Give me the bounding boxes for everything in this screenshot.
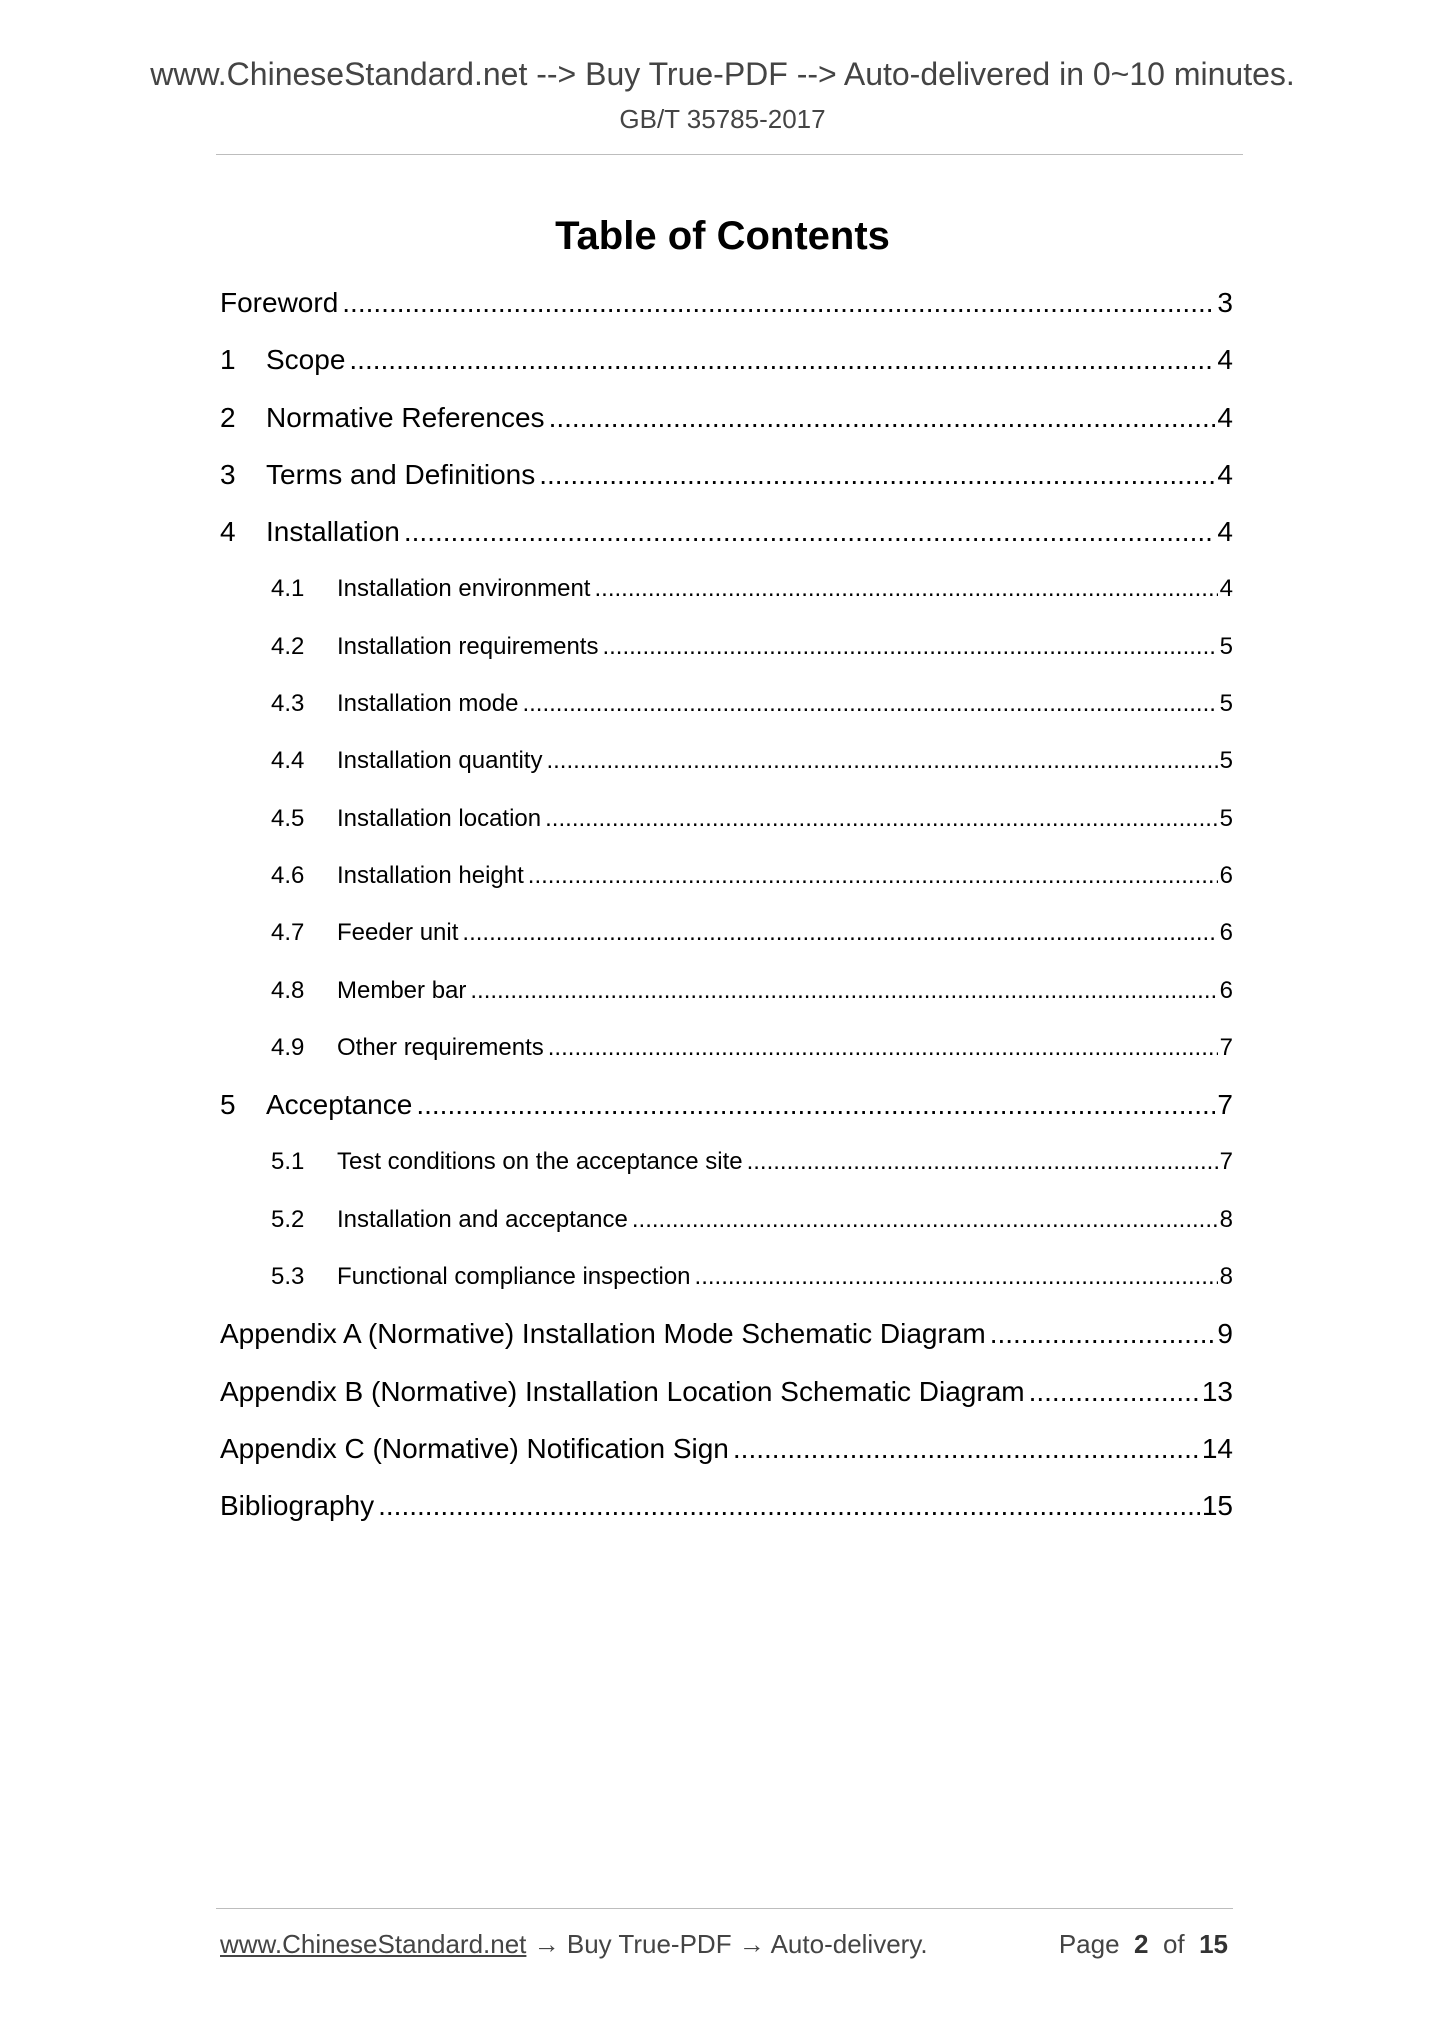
toc-dot-leader <box>747 1142 1218 1182</box>
toc-dot-leader <box>342 283 1215 323</box>
toc-entry-number: 4.2 <box>271 632 305 660</box>
page-word: Page <box>1058 1929 1120 1959</box>
toc-entry-label: Installation mode <box>337 690 519 718</box>
toc-entry-page: 4 <box>1217 516 1233 548</box>
toc-entry-label: Other requirements <box>337 1033 544 1061</box>
toc-subentry[interactable] <box>220 1142 1233 1199</box>
header-divider <box>216 154 1243 155</box>
toc-entry[interactable] <box>220 512 1233 569</box>
toc-entry-page: 14 <box>1201 1432 1233 1464</box>
toc-dot-leader <box>470 971 1217 1011</box>
toc-entry-label: Test conditions on the acceptance site <box>337 1148 743 1176</box>
page-current: 2 <box>1134 1929 1149 1959</box>
footer-tagline: → Buy True-PDF → Auto-delivery. <box>533 1929 928 1959</box>
toc-entry-page: 13 <box>1201 1375 1233 1407</box>
toc-entry-number: 3 <box>220 458 236 490</box>
toc-entry[interactable] <box>220 283 1233 340</box>
toc-list <box>220 283 1233 1544</box>
toc-subentry[interactable] <box>220 1257 1233 1314</box>
toc-entry[interactable] <box>220 1486 1233 1543</box>
toc-entry-page: 4 <box>1217 401 1233 433</box>
toc-subentry[interactable] <box>220 569 1233 626</box>
toc-dot-leader <box>594 569 1217 609</box>
toc-entry-number: 4.5 <box>271 804 305 832</box>
toc-entry-label: Scope <box>266 344 346 376</box>
toc-entry-page: 3 <box>1217 287 1233 318</box>
toc-dot-leader <box>546 741 1217 781</box>
toc-entry-page: 4 <box>1217 458 1233 490</box>
toc-entry-number: 2 <box>220 401 236 433</box>
footer <box>220 1924 1233 1964</box>
toc-entry-page: 7 <box>1219 1033 1233 1061</box>
toc-entry-page: 6 <box>1219 976 1233 1004</box>
toc-subentry[interactable] <box>220 1200 1233 1257</box>
toc-entry-page: 5 <box>1219 690 1233 718</box>
toc-dot-leader <box>522 684 1217 724</box>
header-banner: www.ChineseStandard.net --> Buy True-PDF --> Auto-delivered in 0~10 minutes. <box>150 56 1295 92</box>
toc-entry-page: 4 <box>1217 344 1233 376</box>
toc-dot-leader <box>602 627 1217 667</box>
toc-dot-leader <box>632 1200 1218 1240</box>
toc-entry[interactable] <box>220 455 1233 512</box>
toc-dot-leader <box>349 340 1215 380</box>
toc-entry[interactable] <box>220 398 1233 455</box>
toc-entry-number: 4 <box>220 516 236 548</box>
toc-entry-number: 4.7 <box>271 919 305 947</box>
toc-dot-leader <box>404 512 1216 552</box>
toc-entry[interactable] <box>220 340 1233 397</box>
toc-entry-label: Appendix C (Normative) Notification Sign <box>220 1432 729 1464</box>
toc-entry-label: Installation quantity <box>337 747 543 775</box>
toc-entry-label: Installation <box>266 516 400 548</box>
toc-entry-page: 8 <box>1219 1263 1233 1291</box>
toc-entry-page: 9 <box>1217 1318 1233 1350</box>
toc-entry-label: Installation environment <box>337 575 591 603</box>
toc-entry[interactable] <box>220 1085 1233 1142</box>
toc-entry-label: Installation requirements <box>337 632 599 660</box>
toc-entry-label: Acceptance <box>266 1089 413 1121</box>
toc-entry-label: Functional compliance inspection <box>337 1263 691 1291</box>
toc-title: Table of Contents <box>555 214 890 258</box>
toc-dot-leader <box>990 1314 1216 1354</box>
toc-entry-page: 7 <box>1219 1148 1233 1176</box>
toc-entry-label: Installation and acceptance <box>337 1205 628 1233</box>
toc-entry-number: 5.2 <box>271 1205 305 1233</box>
toc-subentry[interactable] <box>220 741 1233 798</box>
toc-subentry[interactable] <box>220 913 1233 970</box>
toc-dot-leader <box>733 1429 1200 1469</box>
toc-entry-page: 8 <box>1219 1205 1233 1233</box>
toc-entry-label: Foreword <box>220 287 339 318</box>
toc-entry[interactable] <box>220 1429 1233 1486</box>
standard-code: GB/T 35785-2017 <box>619 104 826 134</box>
toc-entry-number: 5.3 <box>271 1263 305 1291</box>
toc-entry[interactable] <box>220 1372 1233 1429</box>
toc-subentry[interactable] <box>220 684 1233 741</box>
toc-entry-number: 4.4 <box>271 747 305 775</box>
toc-entry-page: 4 <box>1219 575 1233 603</box>
toc-entry-number: 4.8 <box>271 976 305 1004</box>
toc-entry-number: 1 <box>220 344 236 376</box>
toc-subentry[interactable] <box>220 856 1233 913</box>
toc-dot-leader <box>416 1085 1215 1125</box>
page-indicator <box>1059 1924 1228 1964</box>
toc-entry-page: 6 <box>1219 919 1233 947</box>
toc-dot-leader <box>549 398 1216 438</box>
toc-subentry[interactable] <box>220 627 1233 684</box>
toc-entry-page: 5 <box>1219 747 1233 775</box>
toc-entry-page: 5 <box>1219 804 1233 832</box>
toc-entry[interactable] <box>220 1314 1233 1371</box>
toc-entry-label: Bibliography <box>220 1490 375 1522</box>
toc-entry-label: Installation height <box>337 861 524 889</box>
toc-entry-number: 4.9 <box>271 1033 305 1061</box>
toc-entry-label: Member bar <box>337 976 467 1004</box>
toc-dot-leader <box>378 1486 1200 1526</box>
toc-entry-label: Installation location <box>337 804 542 832</box>
toc-entry-number: 5.1 <box>271 1148 305 1176</box>
toc-entry-number: 5 <box>220 1089 236 1121</box>
toc-dot-leader <box>528 856 1218 896</box>
toc-dot-leader <box>695 1257 1218 1297</box>
toc-entry-page: 5 <box>1219 632 1233 660</box>
toc-dot-leader <box>548 1028 1218 1068</box>
footer-site-link[interactable]: www.ChineseStandard.net <box>220 1929 527 1959</box>
toc-subentry[interactable] <box>220 799 1233 856</box>
toc-dot-leader <box>545 799 1218 839</box>
toc-dot-leader <box>462 913 1217 953</box>
toc-dot-leader <box>1029 1372 1200 1412</box>
toc-dot-leader <box>539 455 1215 495</box>
toc-entry-label: Terms and Definitions <box>266 458 536 490</box>
page-total: 15 <box>1199 1929 1228 1959</box>
footer-divider <box>216 1908 1233 1909</box>
toc-entry-label: Appendix B (Normative) Installation Location Schematic Diagram <box>220 1375 1025 1407</box>
toc-subentry[interactable] <box>220 971 1233 1028</box>
toc-entry-page: 7 <box>1217 1089 1233 1121</box>
toc-entry-page: 15 <box>1201 1490 1233 1522</box>
toc-entry-number: 4.6 <box>271 861 305 889</box>
toc-entry-label: Normative References <box>266 401 545 433</box>
toc-entry-page: 6 <box>1219 861 1233 889</box>
toc-entry-label: Feeder unit <box>337 919 459 947</box>
toc-entry-number: 4.1 <box>271 575 305 603</box>
toc-entry-label: Appendix A (Normative) Installation Mode Schematic Diagram <box>220 1318 986 1350</box>
page-of: of <box>1162 1929 1185 1959</box>
toc-entry-number: 4.3 <box>271 690 305 718</box>
toc-subentry[interactable] <box>220 1028 1233 1085</box>
